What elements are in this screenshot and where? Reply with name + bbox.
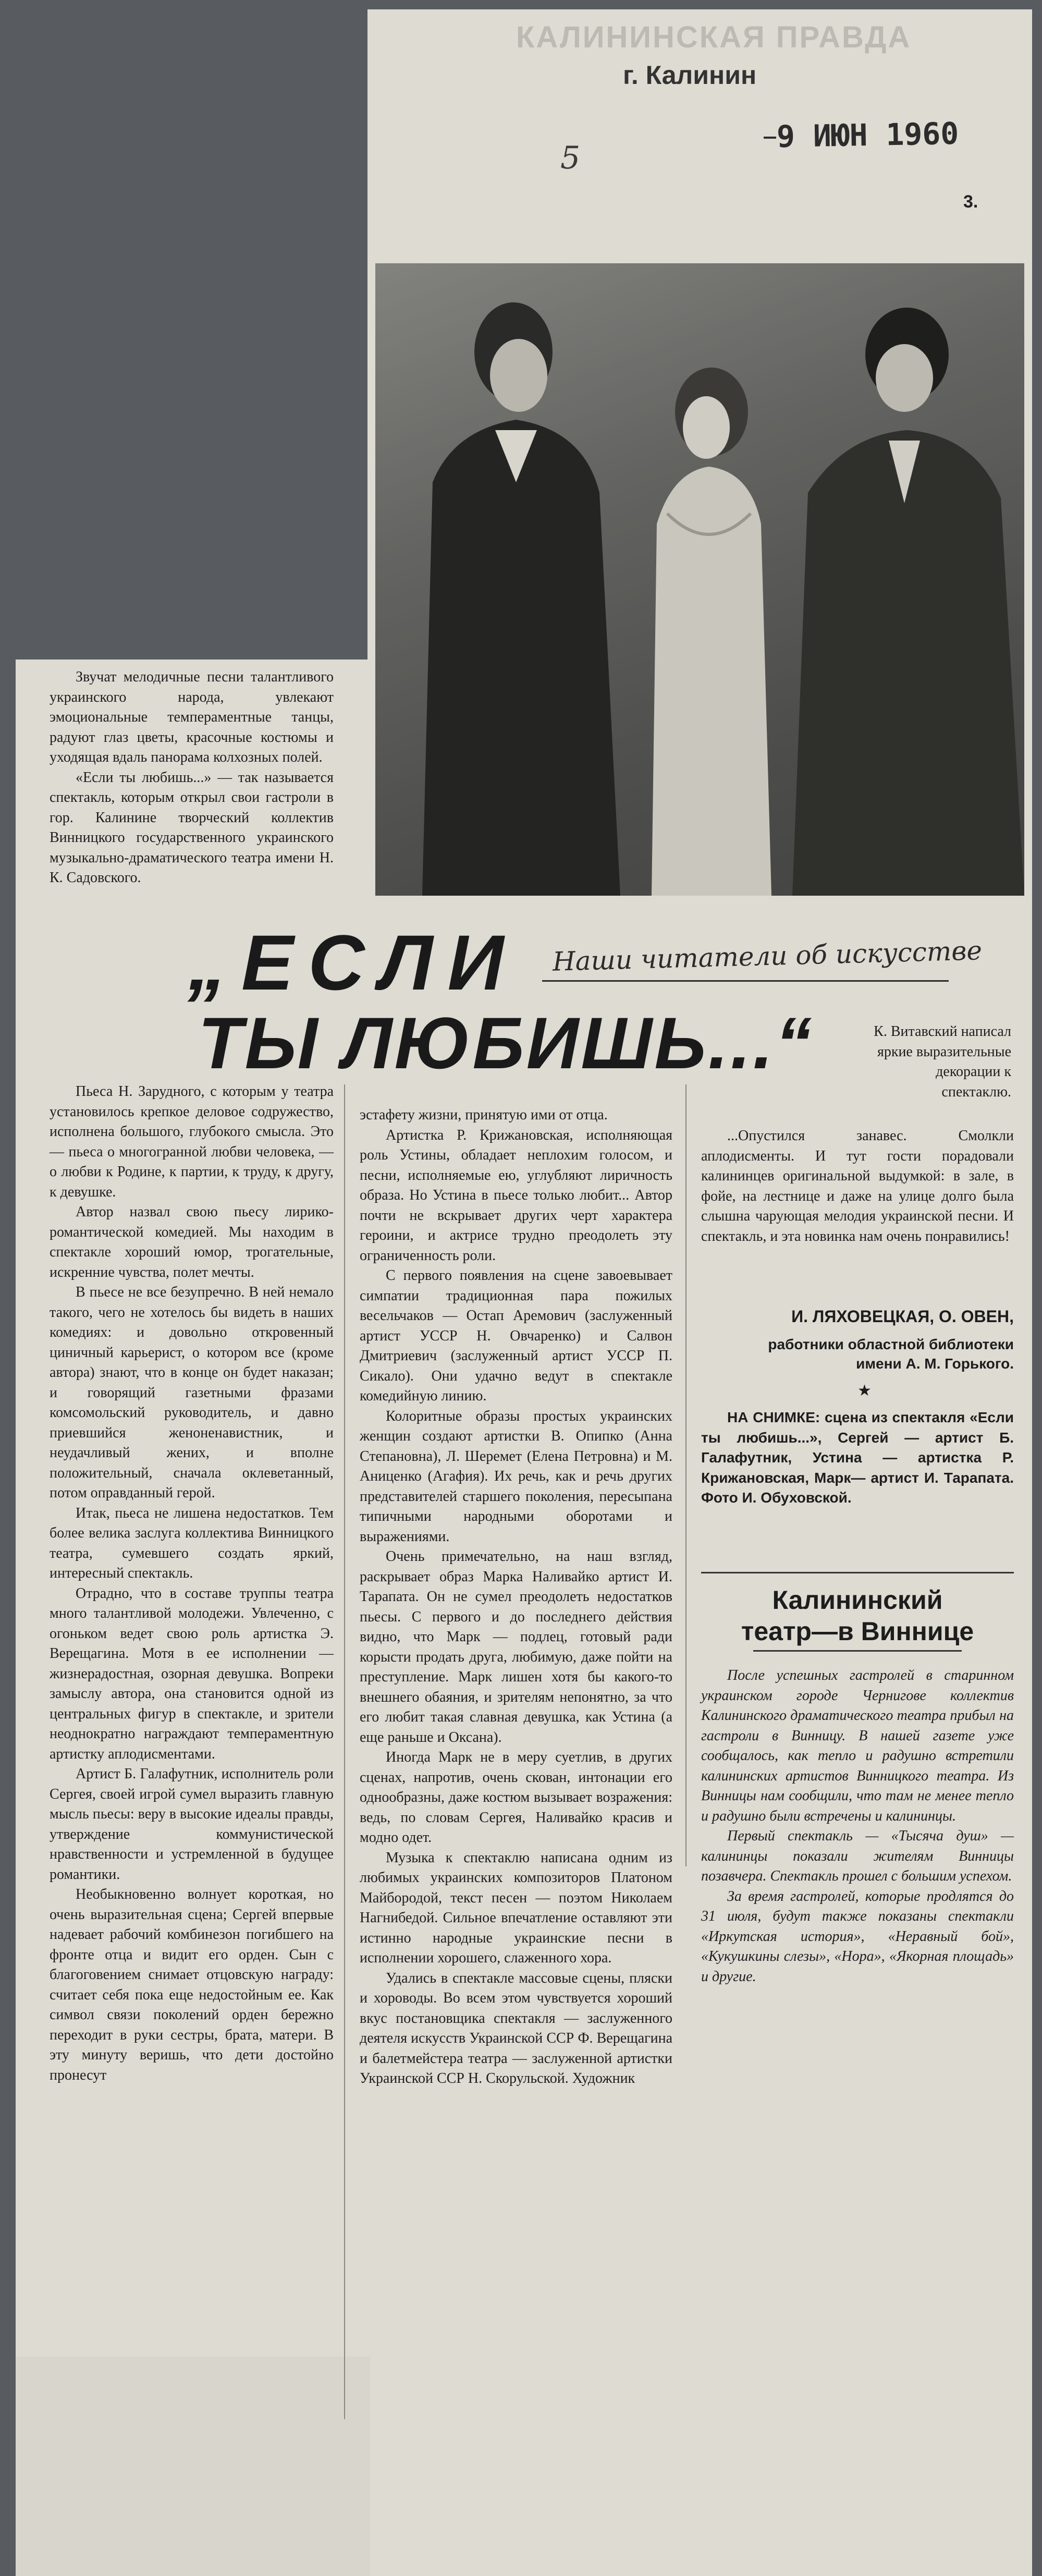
paragraph: К. Витавский написал яркие выразительные декорации к спектаклю. — [874, 1023, 1011, 1100]
paragraph: Отрадно, что в составе труппы театра много талантливой молодежи. Увлеченно, с огоньком ведет свою роль артистка Э. Верещагина. Мотя в ее исполнении — жизнерадостная, озорная девушка. Вопреки замыслу автора, она становится одной из центральных фигур в спектакле, и зрители неоднократно награждают темпераментную артистку аплодисментами. — [50, 1585, 334, 1762]
paragraph: Очень примечательно, на наш взгляд, раскрывает образ Марка Наливайко артист И. Тарапата. Он не сумел преодолеть недостатков пьесы. С первого и до последнего действия видно, что Марк — подлец, готовый ради корысти продать друга, любимую, даже пойти на преступление. Марк лишен хотя бы какого-то внешнего обаяния, и зрителям непонятно, за что его любит такая славная девушка, как Устина (а еще раньше и Оксана). — [360, 1548, 672, 1745]
column-rule — [344, 1084, 345, 2419]
date-stamp: 9 ИЮН 1960 — [776, 115, 959, 155]
photo-caption — [701, 1408, 1014, 1508]
caption-text: НА СНИМКЕ: сцена из спектакля «Если ты любишь...», Сергей — артист Б. Галафутник, Устина — артистка Р. Крижановская, Марк— артист И. Тарапата. Фото И. Обуховской. — [701, 1409, 1014, 1506]
signature-names: И. ЛЯХОВЕЦКАЯ, О. ОВЕН, — [791, 1307, 1014, 1326]
article-column-1 — [50, 667, 334, 888]
paragraph: За время гастролей, которые продлятся до 31 июля, будут также показаны спектакли «Иркутская история», «Неравный бой», «Кукушкины слезы», «Нора», «Якорная площадь» и другие. — [701, 1888, 1014, 1985]
paragraph: С первого появления на сцене завоевывает симпатии традиционная пара пожилых весельчаков — Остап Аремович (заслуженный артист УССР Н. Овчаренко) и Салвон Дмитриевич (заслуженный артист УССР П. Сикало). Они удачно ведут в спектакле комедийную линию. — [360, 1267, 672, 1404]
sidebar-title-line1: Калининский — [772, 1585, 943, 1615]
page-number: 3. — [963, 192, 978, 212]
paragraph: ...Опустился занавес. Смолкли аплодисменты. И тут гости порадовали калининцев оригинальной выдумкой: в зале, в фойе, на лестнице и даже на улице долго была слышна чарующая мелодия украинской песни. И спектакль, и эта новинка нам очень понравились! — [701, 1128, 1014, 1244]
paragraph: Звучат мелодичные песни талантливого украинского народа, увлекают эмоциональные темпераментные танцы, радуют глаз цветы, красочные костюмы и уходящая вдаль панорама колхозных полей. — [50, 669, 334, 765]
article-column-2 — [360, 1105, 672, 2089]
paragraph: Музыка к спектаклю написана одним из любимых украинских композиторов Платоном Майбородой, текст песен — поэтом Николаем Нагнибедой. Сильное впечатление оставляют эти истинно народные украинские песни в исполнении хорошего, слаженного хора. — [360, 1849, 672, 1966]
paragraph: «Если ты любишь...» — так называется спектакль, которым открыл свои гастроли в гор. Калинине творческий коллектив Винницкого государственного украинского музыкально-драматического театра имени Н. К. Садовского. — [50, 769, 334, 886]
paragraph: Артист Б. Галафутник, исполнитель роли Сергея, своей игрой сумел выразить главную мысль пьесы: веру в высокие идеалы правды, утверждение коммунистической нравственности и устремленной в будущее романтики. — [50, 1766, 334, 1883]
paragraph: Удались в спектакле массовые сцены, пляски и хороводы. Во всем этом чувствуется хороший вкус постановщика спектакля — заслуженного деятеля искусств Украинской ССР Ф. Верещагина и балетмейстера театра — заслуженной артистки Украинской ССР Н. Скорульской. Художник — [360, 1970, 672, 2086]
paragraph: Итак, пьеса не лишена недостатков. Тем более велика заслуга коллектива Винницкого театра, сумевшего создать яркий, интересный спектакль. — [50, 1505, 334, 1581]
paragraph: В пьесе не все безупречно. В ней немало такого, чего не хотелось бы видеть в наших комедиях: и довольно откровенный циничный карьерист, о котором все (кроме автора) знают, что в конце он будет наказан; и говорящий газетными фразами комсомольский руководитель, и давно приевшийся женоненавистник, и неудачливый жених, и вполне положительный, сначала оклеветанный, потом оправданный герой. — [50, 1284, 334, 1501]
clipping-bottom-paper — [16, 2357, 370, 2576]
article-title-line1: „ЕСЛИ — [188, 919, 519, 1006]
photo-silhouettes — [375, 263, 1024, 896]
paragraph: Необыкновенно волнует короткая, но очень выразительная сцена; Сергей впервые надевает рабочий комбинезон погибшего на фронте отца и видит его орден. Сын с благоговением снимает отцовскую награду: считает себя пока еще недостойным ее. Как символ связи поколений орден бережно переходит в руки сестры, брата, матери. В эту минуту веришь, что дети достойно пронесут — [50, 1886, 334, 2083]
star-divider: ★ — [857, 1382, 872, 1399]
paragraph: После успешных гастролей в старинном украинском городе Чернигове коллектив Калининского драматического театра прибыл на гастроли в Винницу. В нашей газете уже сообщалось, как тепло и радушно встретили калининских артистов Винницкого театра. Из Винницы нам сообщили, что там не менее тепло и радушно были встречены и калининцы. — [701, 1667, 1014, 1824]
sidebar-rule-top — [701, 1572, 1014, 1573]
paragraph: эстафету жизни, принятую ими от отца. — [360, 1107, 608, 1123]
paragraph: Артистка Р. Крижановская, исполняющая роль Устины, обладает неплохим голосом, и песни, исполняемые ею, углубляют лиричность образа. Но Устина в пьесе только любит... Автор почти не вскрывает других черт характера героини, и актрисе трудно преодолеть эту ограниченность роли. — [360, 1127, 672, 1264]
paragraph: Колоритные образы простых украинских женщин создают артистки В. Опипко (Анна Степановна), Л. Шеремет (Елена Петровна) и М. Аниценко (Агафия). Их речь, как и речь других представителей старшего поколения, пересыпана типичными народными оборотами и выражениями. — [360, 1408, 672, 1545]
article-column-3 — [701, 1126, 1014, 1247]
handwritten-rubric: Наши читатели об искусстве — [552, 935, 983, 977]
signature-role: работники областной библиотеки имени А. М. Горького. — [768, 1336, 1014, 1372]
sidebar-title-underline — [753, 1650, 962, 1652]
newspaper-name: КАЛИНИНСКАЯ ПРАВДА — [516, 20, 912, 54]
paragraph: Автор назвал свою пьесу лирико-романтической комедией. Мы находим в спектакле хороший юмор, трогательные, искренние чувства, полет мечты. — [50, 1204, 334, 1280]
theatre-scene-photo — [375, 263, 1024, 896]
article-column-1-lower — [50, 1082, 334, 2085]
handwritten-page-number: 5 — [560, 140, 581, 176]
paragraph: Первый спектакль — «Тысяча душ» — калининцы показали жителям Винницы позавчера. Спектакль прошел с большим успехом. — [701, 1828, 1014, 1884]
sidebar-title-line2: театр—в Виннице — [741, 1617, 974, 1646]
newspaper-city: г. Калинин — [623, 60, 757, 90]
paragraph: Иногда Марк не в меру суетлив, в других сценах, напротив, очень скован, интонации его однообразны, даже костюм вызывает возражения: ведь, по словам Сергея, Наливайко красив и модно одет. — [360, 1749, 672, 1846]
dash-mark — [764, 137, 776, 139]
rubric-underline — [542, 980, 949, 982]
paragraph: Пьеса Н. Зарудного, с которым у театра установилось крепкое деловое содружество, исполнена большого, глубокого смысла. Это — пьеса о многогранной любви человека, — о любви к Родине, к партии, к труду, к другу, к девушке. — [50, 1083, 334, 1200]
article-column-3-top — [865, 1022, 1011, 1102]
column-rule — [685, 1084, 687, 1866]
article-title-line2: ТЫ ЛЮБИШЬ...“ — [198, 1002, 814, 1084]
sidebar-text — [701, 1666, 1014, 1987]
